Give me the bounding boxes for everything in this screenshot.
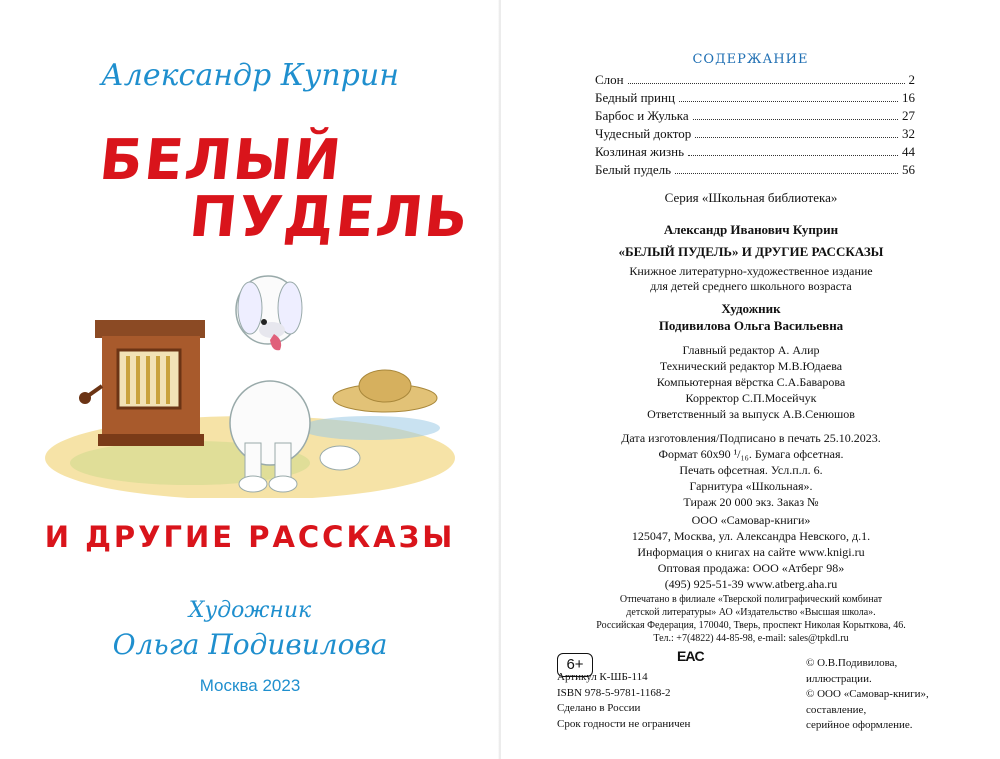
age-rating-badge: 6+ xyxy=(557,653,593,677)
toc-page: 16 xyxy=(902,90,915,105)
print-info-line: Печать офсетная. Усл.п.л. 6. xyxy=(679,463,823,477)
toc-entry xyxy=(595,90,915,108)
edition-line-1: Книжное литературно-художественное издание xyxy=(629,264,873,278)
colophon-line: ISBN 978-5-9781-1168-2 xyxy=(557,686,671,699)
artist-name: Ольга Подивилова xyxy=(112,628,388,661)
toc-title: Слон xyxy=(595,72,624,87)
toc-leader xyxy=(679,101,898,102)
toc-title: Бедный принц xyxy=(595,90,675,105)
toc-page: 27 xyxy=(902,108,915,123)
printer-line: Отпечатано в филиале «Тверской полиграфический комбинат xyxy=(619,594,883,605)
table-of-contents xyxy=(595,72,915,180)
copyright-line: © О.В.Подивилова, xyxy=(806,657,898,669)
toc-title: Чудесный доктор xyxy=(595,126,692,141)
colophon xyxy=(557,670,690,732)
copyright-line: составление, xyxy=(806,703,867,716)
publisher-line: Оптовая продажа: ООО «Атберг 98» xyxy=(657,561,845,575)
print-info-line: Гарнитура «Школьная». xyxy=(689,479,813,493)
colophon-line: Сделано в России xyxy=(557,702,641,714)
book-title-caps: «БЕЛЫЙ ПУДЕЛЬ» И ДРУГИЕ РАССКАЗЫ xyxy=(618,244,884,259)
book-title-line1: БЕЛЫЙ xyxy=(96,128,346,193)
eac-mark: EAC xyxy=(677,648,704,664)
colophon-line: Срок годности не ограничен xyxy=(557,717,691,730)
staff-line: Ответственный за выпуск А.В.Сенюшов xyxy=(647,407,855,421)
publisher-line: (495) 925-51-39 www.atberg.aha.ru xyxy=(664,577,838,591)
toc-entry xyxy=(595,162,915,180)
toc-page: 32 xyxy=(902,126,915,141)
poodle-illustration xyxy=(40,258,460,498)
artist-label: Художник xyxy=(188,598,312,623)
print-info-line: Тираж 20 000 экз. Заказ № xyxy=(683,495,819,509)
edition-line-2: для детей среднего школьного возраста xyxy=(650,279,852,293)
publisher-line: ООО «Самовар-книги» xyxy=(691,513,811,527)
artist-label-small: Художник xyxy=(721,301,781,316)
toc-entry xyxy=(595,126,915,144)
toc-heading: СОДЕРЖАНИЕ xyxy=(692,52,809,67)
toc-title: Белый пудель xyxy=(595,162,672,177)
publisher-line: 125047, Москва, ул. Александра Невского, д.1. xyxy=(631,529,871,543)
toc-entry xyxy=(595,108,915,126)
toc-leader xyxy=(688,155,898,156)
staff-line: Технический редактор М.В.Юдаева xyxy=(659,359,843,373)
straw-hat xyxy=(333,370,437,412)
copyright-block xyxy=(806,656,929,734)
toc-page: 44 xyxy=(902,144,915,159)
toc-entry xyxy=(595,144,915,162)
publisher-line: Информация о книгах на сайте www.knigi.ru xyxy=(637,545,865,559)
staff-line: Главный редактор А. Алир xyxy=(682,343,820,357)
imprint-page xyxy=(501,0,1000,759)
city-year: Москва 2023 xyxy=(199,676,301,695)
toc-leader xyxy=(628,83,905,84)
copyright-line: серийное оформление. xyxy=(806,719,913,731)
copyright-line: © ООО «Самовар-книги», xyxy=(806,688,929,700)
colophon-line: Артикул К-ШБ-114 xyxy=(557,671,648,683)
toc-entry xyxy=(595,72,915,90)
author-name: Александр Куприн xyxy=(101,58,399,93)
book-title-line2: ПУДЕЛЬ xyxy=(186,185,473,250)
printer-line: детской литературы» АО «Издательство «Высшая школа». xyxy=(626,607,876,618)
printer-line: Тел.: +7(4822) 44-85-98, e-mail: sales@tpkdl.ru xyxy=(653,633,849,644)
copyright-line: иллюстрации. xyxy=(806,672,872,685)
print-info-line: Формат 60x90 ¹/₁₆. Бумага офсетная. xyxy=(658,447,844,461)
toc-page: 56 xyxy=(902,162,915,177)
toc-leader xyxy=(695,137,898,138)
toc-leader xyxy=(675,173,898,174)
artist-full-name: Подивилова Ольга Васильевна xyxy=(658,318,844,333)
toc-leader xyxy=(693,119,898,120)
series-line: Серия «Школьная библиотека» xyxy=(664,190,838,205)
toc-title: Барбос и Жулька xyxy=(595,108,689,123)
toc-title: Козлиная жизнь xyxy=(595,144,685,159)
staff-line: Компьютерная вёрстка С.А.Баварова xyxy=(656,375,846,389)
barrel-organ xyxy=(79,320,205,446)
print-info-line: Дата изготовления/Подписано в печать 25.10.2023. xyxy=(621,431,881,445)
toc-page: 2 xyxy=(908,72,915,87)
book-subtitle: И ДРУГИЕ РАССКАЗЫ xyxy=(44,520,456,554)
staff-line: Корректор С.П.Мосейчук xyxy=(685,391,817,405)
full-author: Александр Иванович Куприн xyxy=(663,222,839,237)
printer-line: Российская Федерация, 170040, Тверь, проспект Николая Корыткова, 46. xyxy=(596,620,906,631)
